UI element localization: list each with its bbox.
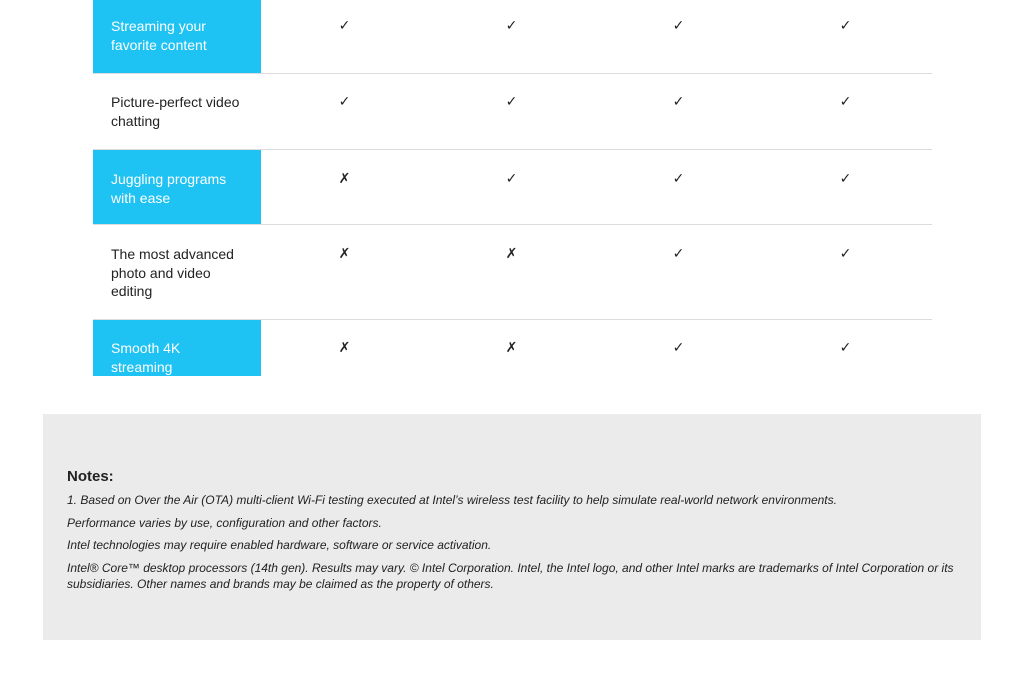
table-row [93,74,932,150]
comparison-cell [595,0,762,73]
comparison-cell [762,150,929,224]
notes-title: Notes: [67,468,114,485]
check-icon: ✓ [839,171,852,187]
cross-icon: ✗ [505,340,518,356]
comparison-cell [261,320,428,376]
comparison-cell [595,150,762,224]
feature-label: Streaming your favorite content [93,0,261,73]
check-icon: ✓ [505,171,518,187]
cross-icon: ✗ [338,340,351,356]
feature-label: Smooth 4K streaming [93,320,261,376]
check-icon: ✓ [839,94,852,110]
cross-icon: ✗ [505,246,518,262]
table-row [93,0,932,74]
feature-label: Picture-perfect video chatting [111,94,240,129]
feature-label: The most advanced photo and video editing [111,246,234,299]
check-icon: ✓ [672,94,685,110]
comparison-cell [762,320,929,376]
check-icon: ✓ [672,246,685,262]
notes-panel [43,414,981,640]
check-icon: ✓ [672,171,685,187]
note-item: Performance varies by use, configuration and other factors. [67,515,382,530]
check-icon: ✓ [672,340,685,356]
comparison-cell [261,74,428,149]
comparison-cell [428,0,595,73]
check-icon: ✓ [839,246,852,262]
check-icon: ✓ [839,340,852,356]
check-icon: ✓ [338,94,351,110]
comparison-cell [428,150,595,224]
comparison-cell [261,225,428,319]
note-item: Intel technologies may require enabled hardware, software or service activation. [67,538,492,552]
comparison-cell [428,74,595,149]
table-row [93,150,932,225]
cross-icon: ✗ [338,246,351,262]
check-icon: ✓ [338,18,351,34]
comparison-cell [595,74,762,149]
comparison-cell [762,0,929,73]
feature-label: Juggling programs with ease [93,150,261,224]
table-row [93,225,932,320]
comparison-cell [261,0,428,73]
check-icon: ✓ [672,18,685,34]
comparison-cell [428,320,595,376]
comparison-cell [762,225,929,319]
check-icon: ✓ [505,94,518,110]
note-item: 1. Based on Over the Air (OTA) multi-client Wi-Fi testing executed at Intel’s wireless test facility to help simulate real-world network environments. [67,493,837,507]
check-icon: ✓ [505,18,518,34]
comparison-table [93,0,932,376]
comparison-cell [261,150,428,224]
cross-icon: ✗ [338,171,351,187]
comparison-cell [428,225,595,319]
comparison-cell [595,225,762,319]
check-icon: ✓ [839,18,852,34]
comparison-cell [595,320,762,376]
comparison-cell [762,74,929,149]
note-item: Intel® Core™ desktop processors (14th gen). Results may vary. © Intel Corporation. Intel, the Intel logo, and other Intel marks are trademarks of Intel Corporation or its subsidiaries. Other names and brands may be claimed as the property of others. [67,560,954,591]
table-row [93,320,932,376]
